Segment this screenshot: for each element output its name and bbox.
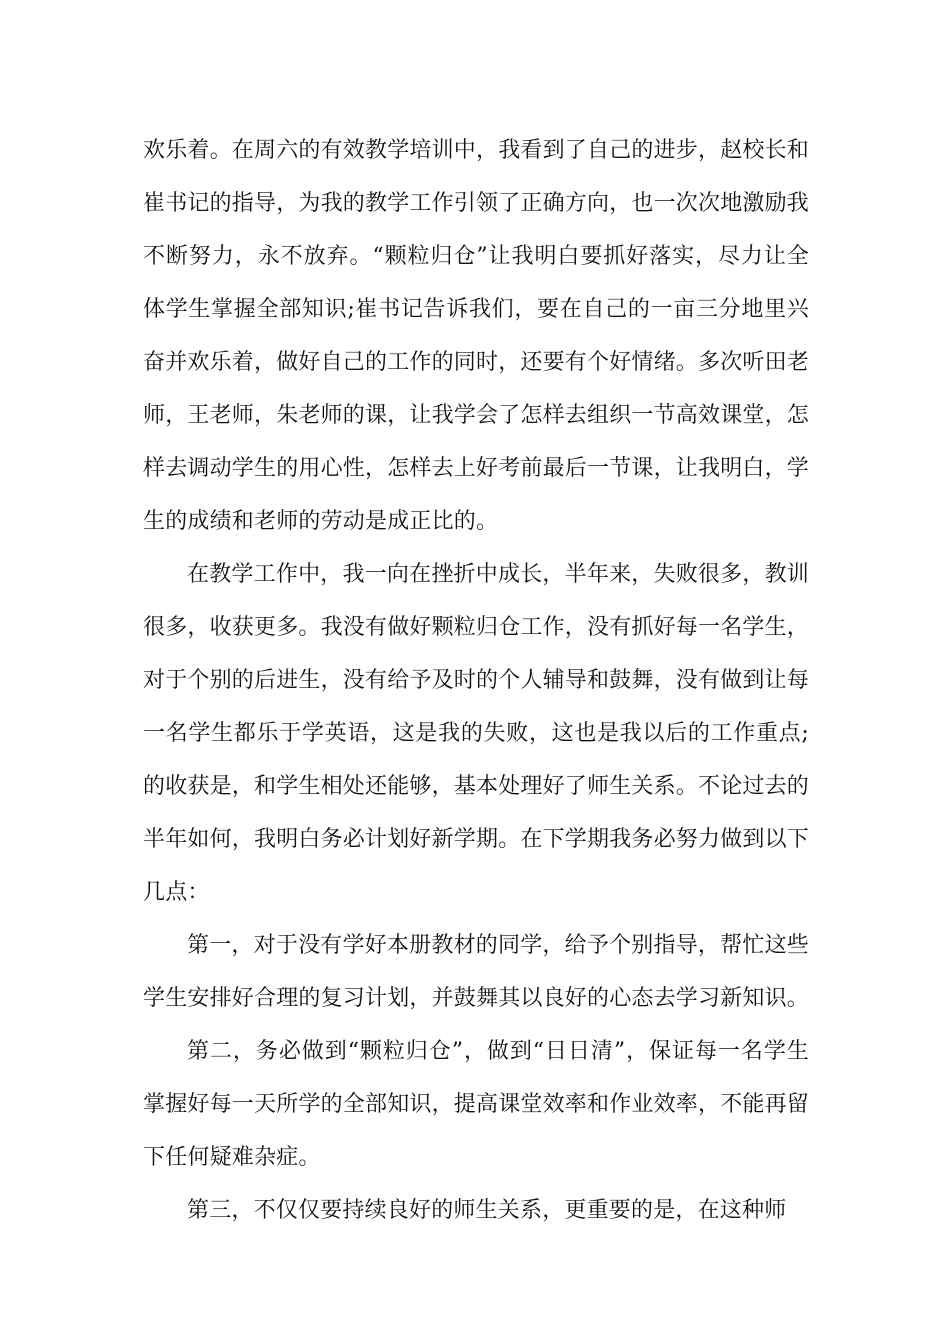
paragraph-3: 第一，对于没有学好本册教材的同学，给予个别指导，帮忙这些学生安排好合理的复习计划，并鼓舞其以良好的心态去学习新知识。 bbox=[143, 933, 810, 1011]
paragraph-5: 第三，不仅仅要持续良好的师生关系，更重要的是，在这种师 bbox=[187, 1198, 787, 1223]
document-body bbox=[143, 124, 809, 1237]
paragraph-4: 第二，务必做到“颗粒归仓”，做到“日日清”，保证每一名学生掌握好每一天所学的全部知识，提高课堂效率和作业效率，不能再留下任何疑难杂症。 bbox=[143, 1039, 810, 1170]
paragraph-1: 欢乐着。在周六的有效教学培训中，我看到了自己的进步，赵校长和崔书记的指导，为我的教学工作引领了正确方向，也一次次地激励我不断努力，永不放弃。“颗粒归仓”让我明白要抓好落实，尽力让全体学生掌握全部知识;崔书记告诉我们，要在自己的一亩三分地里兴奋并欢乐着，做好自己的工作的同时，还要有个好情绪。多次听田老师，王老师，朱老师的课，让我学会了怎样去组织一节高效课堂，怎样去调动学生的用心性，怎样去上好考前最后一节课，让我明白，学生的成绩和老师的劳动是成正比的。 bbox=[143, 138, 810, 534]
paragraph-2: 在教学工作中，我一向在挫折中成长，半年来，失败很多，教训很多，收获更多。我没有做好颗粒归仓工作，没有抓好每一名学生，对于个别的后进生，没有给予及时的个人辅导和鼓舞，没有做到让每一名学生都乐于学英语，这是我的失败，这也是我以后的工作重点;的收获是，和学生相处还能够，基本处理好了师生关系。不论过去的半年如何，我明白务必计划好新学期。在下学期我务必努力做到以下几点： bbox=[143, 562, 810, 905]
